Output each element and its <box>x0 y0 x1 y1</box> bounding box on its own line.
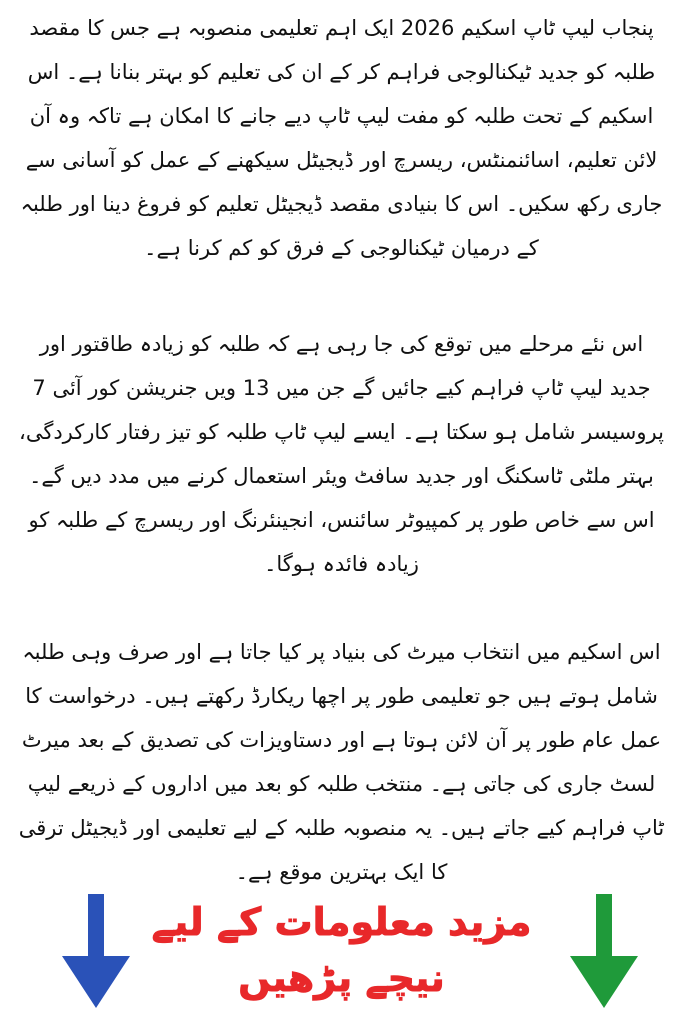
arrow-down-icon <box>568 894 640 1010</box>
read-more-line-1: مزید معلومات کے لیے <box>151 900 532 944</box>
read-more-banner <box>0 880 683 1024</box>
read-more-text[interactable] <box>140 894 543 1010</box>
arrow-down-icon <box>60 894 132 1010</box>
read-more-line-2: نیچے پڑھیں <box>238 956 445 1000</box>
article-paragraph-1: پنجاب لیپ ٹاپ اسکیم 2026 ایک اہم تعلیمی منصوبہ ہے جس کا مقصد طلبہ کو جدید ٹیکنالوجی فراہم کر کے ان کی تعلیم کو بہتر بنانا ہے۔ اس اسکیم کے تحت طلبہ کو مفت لیپ ٹاپ دیے جانے کا امکان ہے تاکہ وہ آن لائن تعلیم، اسائنمنٹس، ریسرچ اور ڈیجیٹل سیکھنے کے عمل کو آسانی سے جاری رکھ سکیں۔ اس کا بنیادی مقصد ڈیجیٹل تعلیم کو فروغ دینا اور طلبہ کے درمیان ٹیکنالوجی کے فرق کو کم کرنا ہے۔ <box>20 16 663 260</box>
article-paragraph-2: اس نئے مرحلے میں توقع کی جا رہی ہے کہ طلبہ کو زیادہ طاقتور اور جدید لیپ ٹاپ فراہم کیے جائیں گے جن میں 13 ویں جنریشن کور آئی 7 پروسیسر شامل ہو سکتا ہے۔ ایسے لیپ ٹاپ طلبہ کو تیز رفتار کارکردگی، بہتر ملٹی ٹاسکنگ اور جدید سافٹ ویئر استعمال کرنے میں مدد دیں گے۔ اس سے خاص طور پر کمپیوٹر سائنس، انجینئرنگ اور ریسرچ کے طلبہ کو زیادہ فائدہ ہوگا۔ <box>19 332 664 576</box>
article-paragraph-3: اس اسکیم میں انتخاب میرٹ کی بنیاد پر کیا جاتا ہے اور صرف وہی طلبہ شامل ہوتے ہیں جو تعلیمی طور پر اچھا ریکارڈ رکھتے ہیں۔ درخواست کا عمل عام طور پر آن لائن ہوتا ہے اور دستاویزات کی تصدیق کے بعد میرٹ لسٹ جاری کی جاتی ہے۔ منتخب طلبہ کو بعد میں اداروں کے ذریعے لیپ ٹاپ فراہم کیے جاتے ہیں۔ یہ منصوبہ طلبہ کے لیے تعلیمی اور ڈیجیٹل ترقی کا ایک بہترین موقع ہے۔ <box>18 640 665 884</box>
